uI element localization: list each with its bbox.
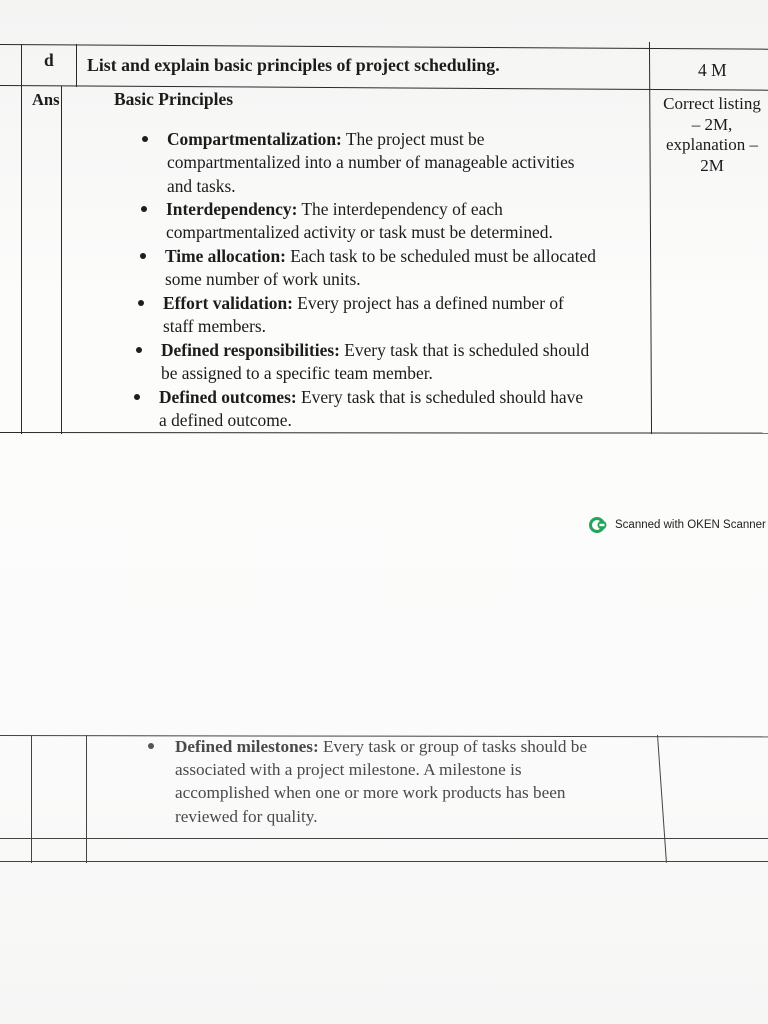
principle-item [159, 386, 596, 433]
principle-term: Defined responsibilities: [161, 339, 340, 360]
question-text: List and explain basic principles of project scheduling. [87, 55, 500, 75]
principle-text: Every project has a defined number of [292, 292, 564, 313]
marking-scheme-line: 2M [700, 155, 724, 175]
marking-scheme-line: Correct listing [663, 94, 761, 113]
principle-term: Defined outcomes: [159, 386, 297, 407]
principle-text: accomplished when one or more work products has been [175, 783, 566, 803]
answer-heading: Basic Principles [114, 89, 234, 109]
principle-term: Effort validation: [163, 292, 293, 313]
principle-text: staff members. [163, 316, 267, 337]
marking-scheme [652, 94, 768, 176]
principle-text: Every task or group of tasks should be [318, 737, 587, 756]
table-col-divider-1 [76, 44, 77, 87]
principles-list [159, 128, 596, 433]
table-left-border [31, 735, 32, 863]
principle-text: Each task to be scheduled must be allocated [285, 246, 596, 267]
row-label: d [44, 50, 54, 70]
principle-text: Every task that is scheduled should have [296, 386, 584, 407]
bullet-icon [142, 136, 148, 142]
principle-text: The interdependency of each [297, 199, 503, 220]
principle-text: compartmentalized activity or task must be determined. [166, 222, 553, 243]
bullet-icon [138, 300, 144, 306]
bullet-icon [136, 347, 142, 353]
principle-text: and tasks. [167, 175, 236, 196]
principle-item [161, 339, 596, 386]
table-left-border [21, 44, 22, 434]
marking-scheme-line: explanation – [665, 135, 759, 154]
scanner-label: Scanned with OKEN Scanner [615, 519, 766, 531]
principle-text: The project must be [341, 129, 485, 149]
principle-term: Compartmentalization: [167, 129, 342, 149]
principle-term: Defined milestones: [175, 737, 319, 756]
principle-item [166, 198, 596, 245]
table-col-divider-1 [86, 735, 87, 863]
principle-term: Time allocation: [165, 246, 286, 267]
principle-text: reviewed for quality. [175, 806, 318, 826]
answer-label: Ans [32, 90, 60, 109]
principle-text: compartmentalized into a number of manageable activities [167, 152, 575, 173]
principle-item [165, 245, 596, 292]
bullet-icon [134, 394, 140, 400]
marking-scheme-line: – 2M, [691, 114, 733, 134]
principle-text: associated with a project milestone. A milestone is [175, 760, 522, 780]
principle-item [175, 735, 587, 828]
oken-scanner-logo-icon [589, 515, 609, 535]
marks-value: 4 M [698, 60, 727, 80]
scanner-watermark [589, 515, 766, 535]
milestone-list [175, 735, 587, 828]
principle-text: be assigned to a specific team member. [161, 363, 433, 384]
bullet-icon [148, 743, 154, 749]
principle-item [163, 292, 596, 339]
principle-term: Interdependency: [166, 199, 298, 220]
principle-text: some number of work units. [165, 269, 361, 290]
principle-text: Every task that is scheduled should [339, 339, 590, 360]
principle-text: a defined outcome. [159, 410, 292, 431]
principle-item [167, 128, 596, 198]
table-row-divider [0, 838, 768, 839]
table-col-divider-1b [61, 86, 62, 434]
table-bottom-border [0, 861, 768, 862]
